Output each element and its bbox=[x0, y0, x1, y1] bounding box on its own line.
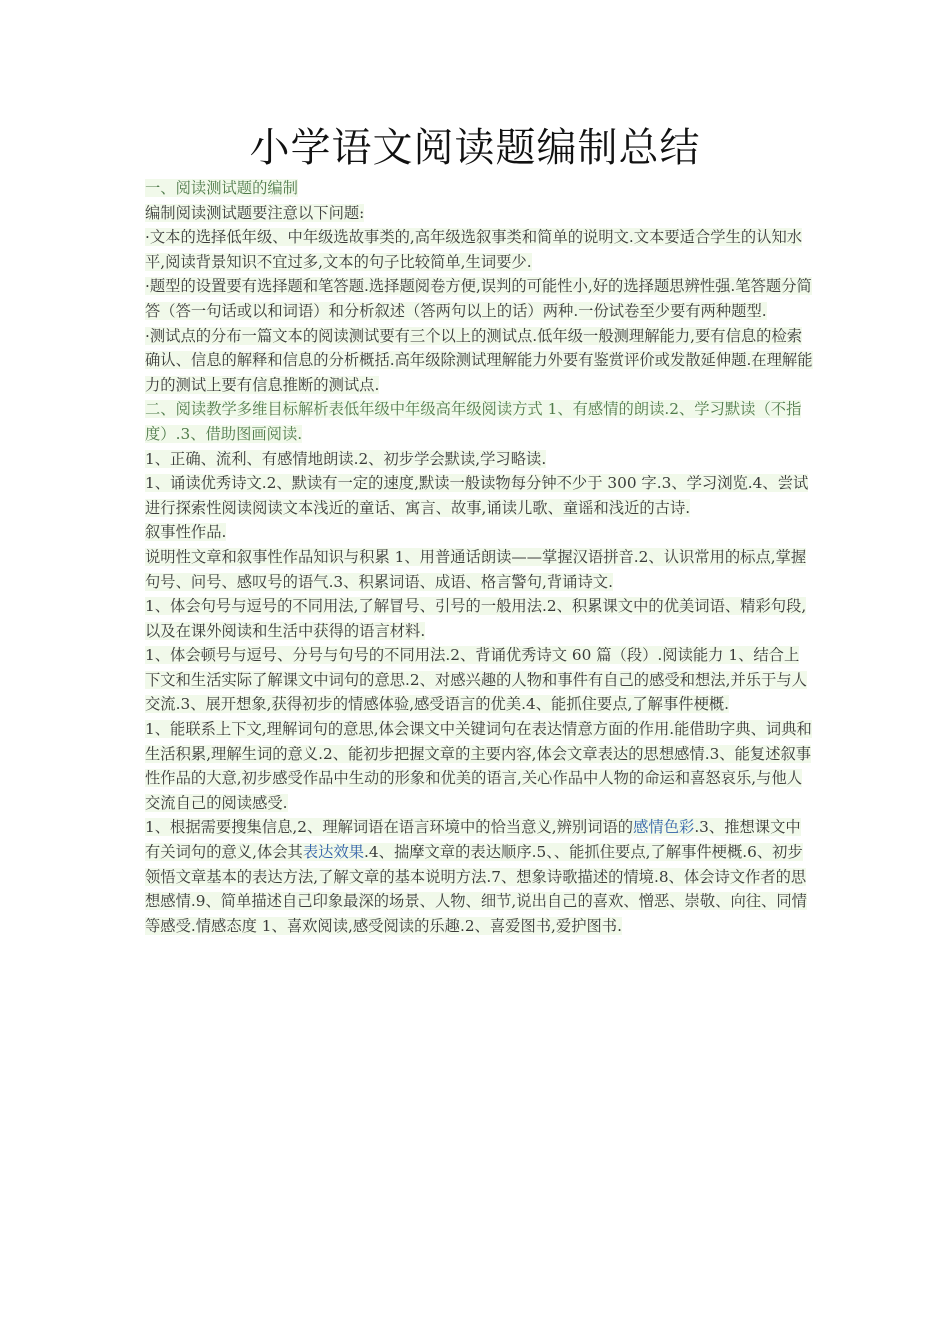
paragraph-ability-high bbox=[145, 815, 813, 938]
paragraph-reading-high bbox=[145, 471, 813, 520]
paragraph-text: 1、诵读优秀诗文.2、默读有一定的速度,默读一般读物每分钟不少于 300 字.3、学习浏览.4、尝试进行探索性阅读阅读文本浅近的童话、寓言、故事,诵读儿歌、童谣和浅近的古诗. bbox=[145, 474, 809, 517]
paragraph-text: 1、正确、流利、有感情地朗读.2、初步学会默读,学习略读. bbox=[145, 449, 547, 468]
paragraph-text: 1、体会顿号与逗号、分号与句号的不同用法.2、背诵优秀诗文 60 篇（段）.阅读能力 1、结合上下文和生活实际了解课文中词句的意思.2、对感兴趣的人物和事件有自己的感受和想法,并乐于与人交流.3、展开想象,获得初步的情感体验,感受语言的优美.4、能抓住要点,了解事件梗概. bbox=[145, 646, 807, 714]
paragraph-knowledge-mid bbox=[145, 594, 813, 643]
paragraph-text: ·文本的选择低年级、中年级选故事类的,高年级选叙事类和简单的说明文.文本要适合学生的认知水平,阅读背景知识不宜过多,文本的句子比较简单,生词要少. bbox=[145, 228, 803, 271]
paragraph-knowledge-high bbox=[145, 643, 813, 717]
paragraph-text: 叙事性作品. bbox=[145, 523, 227, 542]
paragraph-knowledge-low bbox=[145, 545, 813, 594]
paragraph-text: 一、阅读测试题的编制 bbox=[145, 179, 298, 197]
paragraph-text-selection bbox=[145, 225, 813, 274]
paragraph-test-points bbox=[145, 324, 813, 398]
paragraph-ability-mid bbox=[145, 717, 813, 815]
paragraph-narrative bbox=[145, 520, 813, 545]
paragraph-text: 1、能联系上下文,理解词句的意思,体会课文中关键词句在表达情意方面的作用.能借助字典、词典和生活积累,理解生词的意义.2、能初步把握文章的主要内容,体会文章表达的思想感情.3、能复述叙事性作品的大意,初步感受作品中生动的形象和优美的语言,关心作品中人物的命运和喜怒哀乐,与他人交流自己的阅读感受. bbox=[145, 720, 812, 812]
paragraph-reading-mid bbox=[145, 447, 813, 472]
paragraph-text-segment: .3、推想课文中有关词句的意义,体会其 bbox=[145, 818, 801, 862]
paragraph-text: ·测试点的分布一篇文本的阅读测试要有三个以上的测试点.低年级一般测理解能力,要有信息的检索确认、信息的解释和信息的分析概括.高年级除测试理解能力外要有鉴赏评价或发散延伸题.在理解能力的测试上要有信息推断的测试点. bbox=[145, 326, 813, 394]
paragraph-intro bbox=[145, 201, 813, 226]
paragraph-question-types bbox=[145, 274, 813, 323]
paragraph-text: ·题型的设置要有选择题和笔答题.选择题阅卷方便,误判的可能性小,好的选择题思辨性强.笔答题分简答（答一句话或以和词语）和分析叙述（答两句以上的话）两种.一份试卷至少要有两种题型. bbox=[145, 277, 812, 320]
paragraph-text-segment: .4、揣摩文章的表达顺序.5、、能抓住要点,了解事件梗概.6、初步领悟文章基本的表达方法,了解文章的基本说明方法.7、想象诗歌描述的情境.8、体会诗文作者的思想感情.9、简单描述自己印象最深的场景、人物、细节,说出自己的喜欢、憎恶、崇敬、向往、同情等感受.情感态度 1、喜欢阅读,感受阅读的乐趣.2、喜爱图书,爱护图书. bbox=[145, 843, 807, 935]
paragraph-text: 编制阅读测试题要注意以下问题: bbox=[145, 203, 365, 222]
document-body bbox=[145, 176, 813, 938]
section-heading-2 bbox=[145, 397, 813, 446]
emotion-color-link[interactable]: 感情色彩 bbox=[633, 818, 695, 837]
paragraph-text-segment: 1、根据需要搜集信息,2、理解词语在语言环境中的恰当意义,辨别词语的 bbox=[145, 818, 634, 837]
paragraph-text: 说明性文章和叙事性作品知识与积累 1、用普通话朗读——掌握汉语拼音.2、认识常用的标点,掌握句号、问号、感叹号的语气.3、积累词语、成语、格言警句,背诵诗文. bbox=[145, 547, 807, 591]
document-title: 小学语文阅读题编制总结 bbox=[249, 125, 701, 171]
section-heading-1 bbox=[145, 176, 813, 201]
expression-effect-link[interactable]: 表达效果 bbox=[302, 843, 365, 862]
paragraph-text: 二、阅读教学多维目标解析表低年级中年级高年级阅读方式 1、有感情的朗读.2、学习默读（不指度）.3、借助图画阅读. bbox=[145, 400, 802, 443]
paragraph-text: 1、体会句号与逗号的不同用法,了解冒号、引号的一般用法.2、积累课文中的优美词语、精彩句段,以及在课外阅读和生活中获得的语言材料. bbox=[145, 597, 807, 640]
